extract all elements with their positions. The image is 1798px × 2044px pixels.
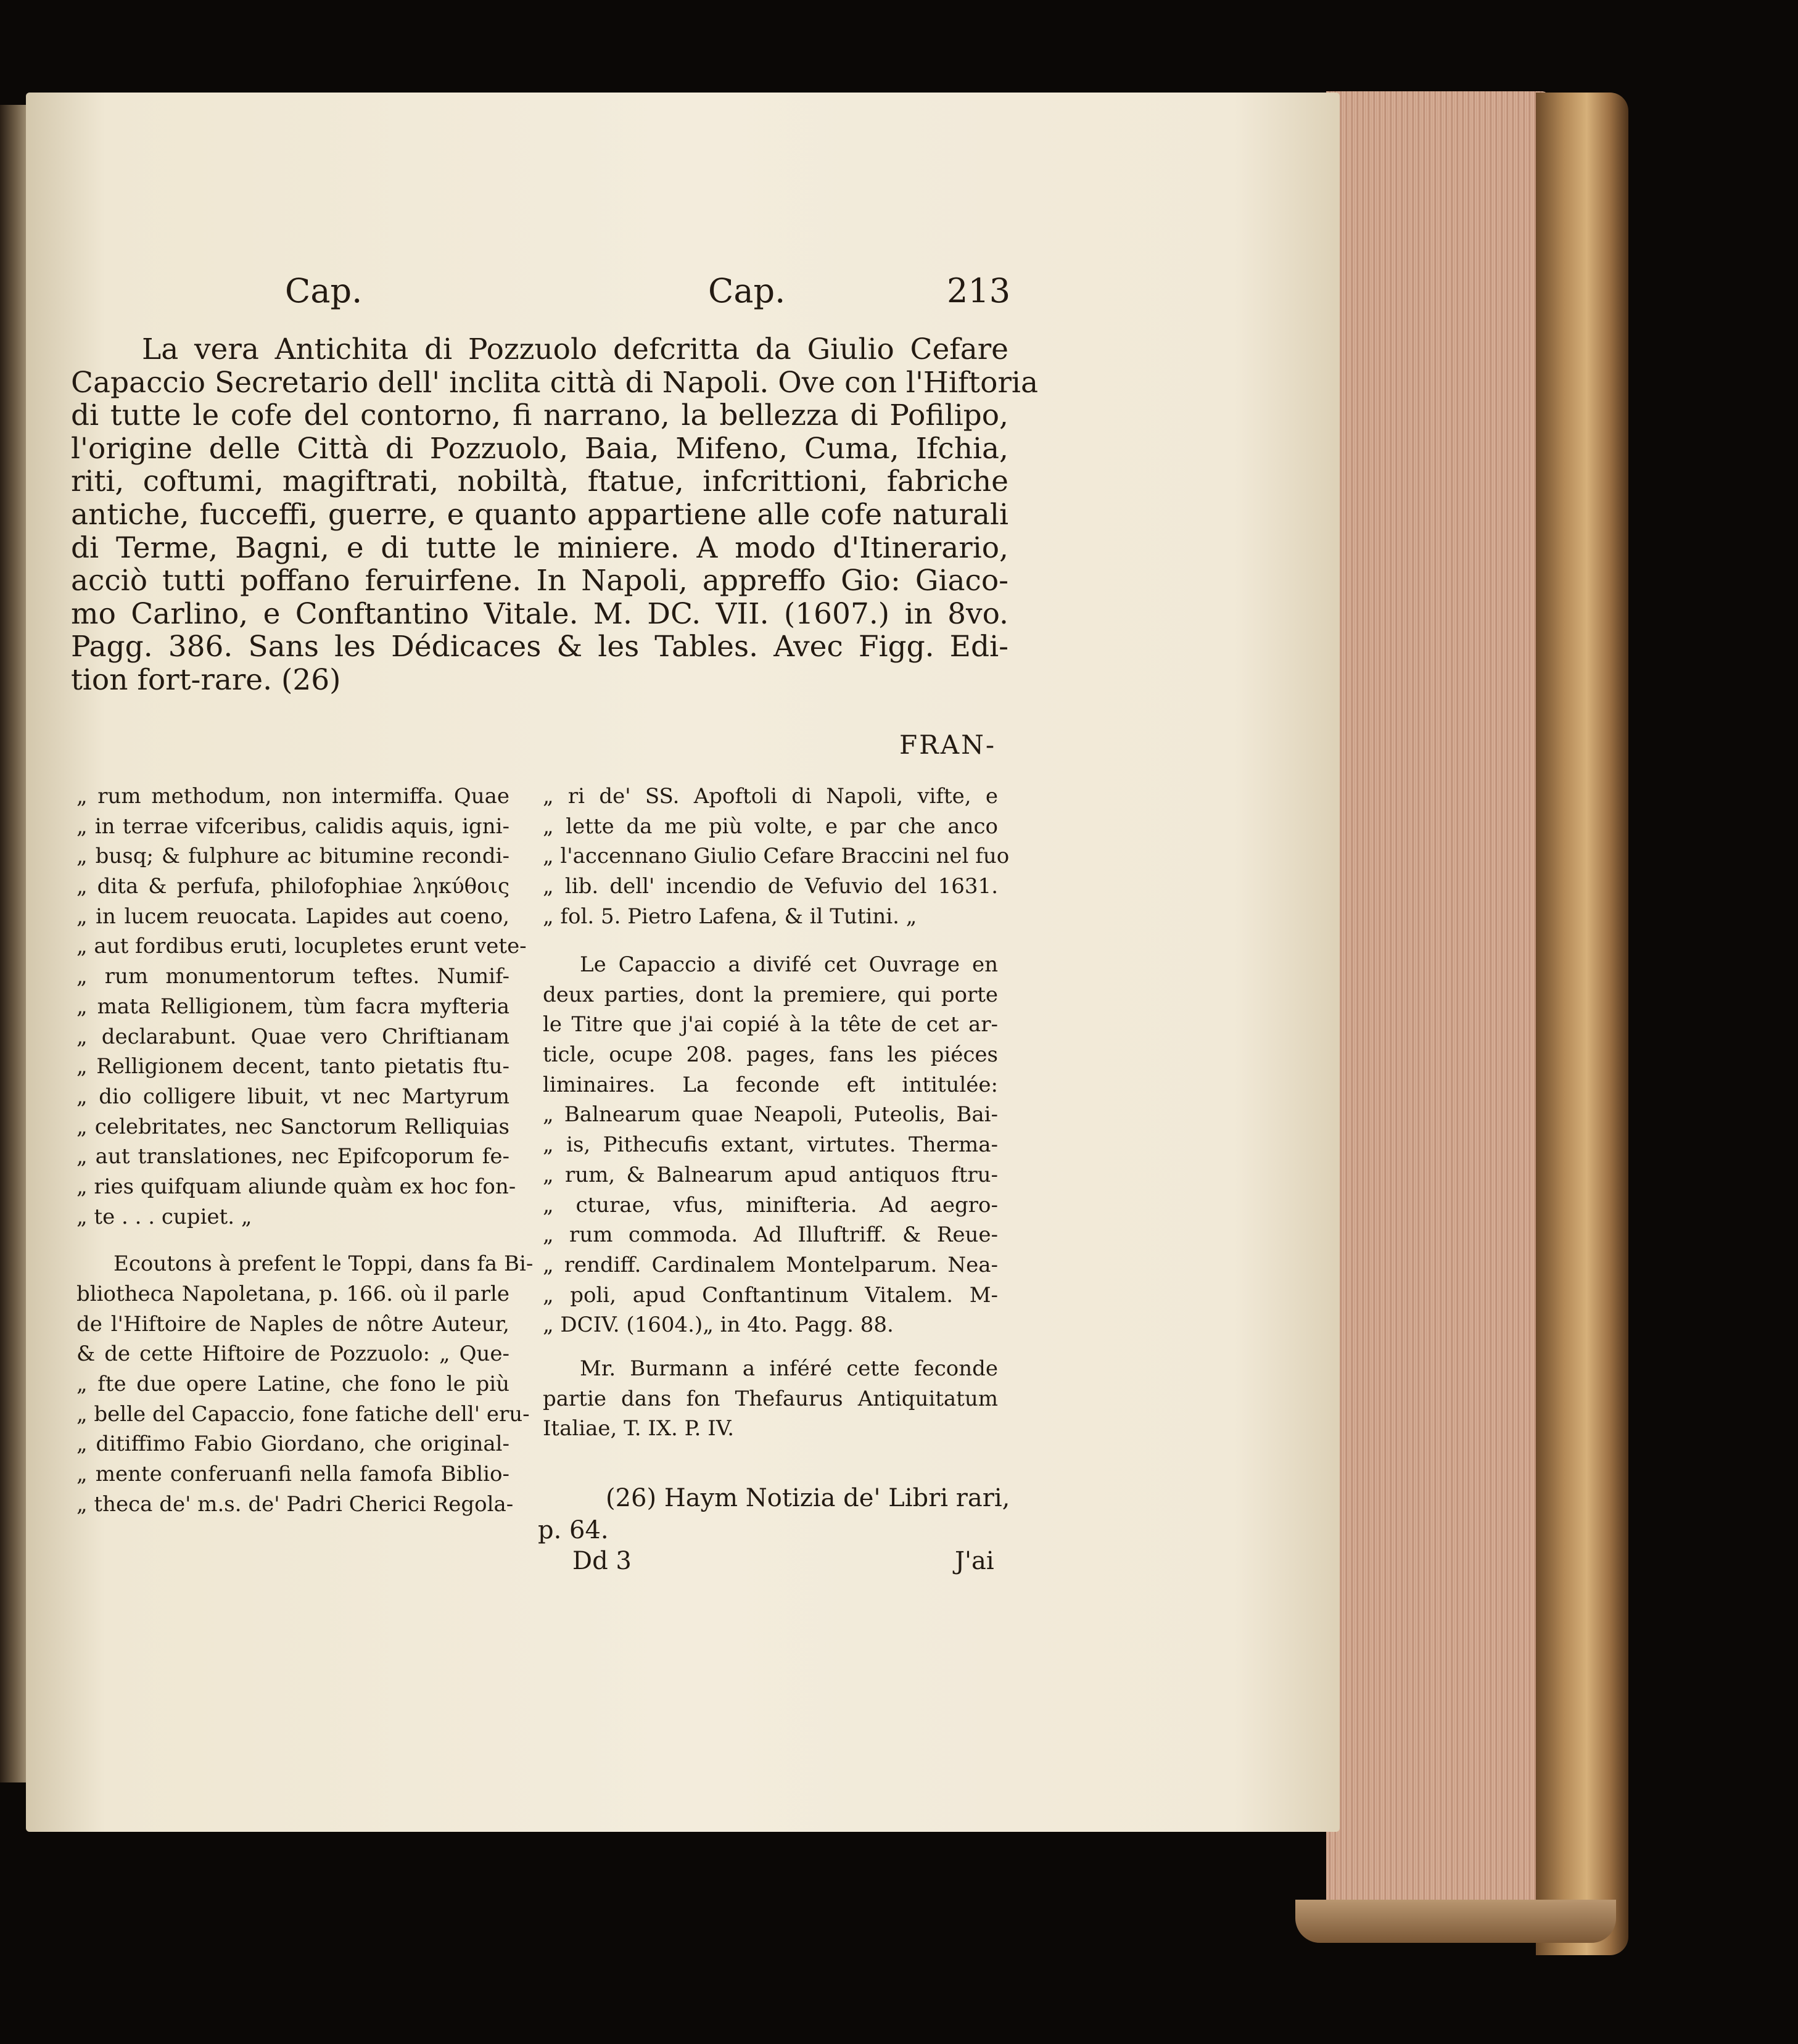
paragraph-line: le Titre que j'ai copié à la tête de cet ar- bbox=[543, 1012, 998, 1037]
quote-line: „ rum methodum, non intermiffa. Quae bbox=[76, 784, 509, 809]
quote-line: „ l'accennano Giulio Cefare Braccini nel fuo bbox=[543, 844, 1010, 869]
bibliographic-entry bbox=[71, 332, 1038, 697]
paragraph-line: „ fte due opere Latine, che fono le più bbox=[76, 1372, 509, 1397]
entry-line: l'origine delle Città di Pozzuolo, Baia, Mifeno, Cuma, Ifchia, bbox=[71, 431, 1008, 466]
left-column bbox=[76, 781, 534, 1520]
leather-cover bbox=[1536, 93, 1628, 1955]
entry-line: antiche, fucceffi, guerre, e quanto appartiene alle cofe naturali bbox=[71, 497, 1008, 532]
catchword-top: FRAN- bbox=[899, 730, 997, 760]
paragraph-line: deux parties, dont la premiere, qui porte bbox=[543, 982, 998, 1007]
entry-line: acciò tutti poffano feruirfene. In Napoli, appreffo Gio: Giaco- bbox=[71, 564, 1008, 598]
cover-bottom-edge bbox=[1295, 1900, 1616, 1943]
quote-line: „ ries quifquam aliunde quàm ex hoc fon- bbox=[76, 1174, 516, 1199]
entry-line: di tutte le cofe del contorno, fi narrano, la bellezza di Pofilipo, bbox=[71, 398, 1008, 433]
footnote-line: p. 64. bbox=[538, 1516, 609, 1544]
paragraph-line: Ecoutons à prefent le Toppi, dans fa Bi- bbox=[113, 1251, 534, 1277]
paragraph-line: „ rum, & Balnearum apud antiquos ftru- bbox=[543, 1162, 998, 1187]
entry-line: Pagg. 386. Sans les Dédicaces & les Tables. Avec Figg. Edi- bbox=[71, 630, 1008, 664]
quote-line: „ dio colligere libuit, vt nec Martyrum bbox=[76, 1084, 509, 1109]
paragraph-line: liminaires. La feconde eft intitulée: bbox=[543, 1072, 998, 1097]
right-column-quote bbox=[543, 781, 1010, 931]
running-head-center: Cap. bbox=[708, 271, 786, 310]
paragraph-line: „ rendiff. Cardinalem Montelparum. Nea- bbox=[543, 1252, 998, 1277]
paragraph-line: Mr. Burmann a inféré cette feconde bbox=[580, 1356, 998, 1381]
paragraph-line: „ ditiffimo Fabio Giordano, che original- bbox=[76, 1432, 509, 1457]
footnote bbox=[538, 1482, 1010, 1546]
paragraph-line: bliotheca Napoletana, p. 166. où il parle bbox=[76, 1282, 509, 1306]
running-head-left: Cap. bbox=[285, 271, 363, 310]
quote-line: „ in terrae vifceribus, calidis aquis, igni- bbox=[76, 814, 509, 839]
catchword-bottom: J'ai bbox=[955, 1547, 994, 1575]
quote-line: „ celebritates, nec Sanctorum Relliquias bbox=[76, 1114, 509, 1139]
signature-mark: Dd 3 bbox=[572, 1547, 632, 1575]
quote-line: „ rum monumentorum teftes. Numif- bbox=[76, 964, 509, 989]
quote-line: „ in lucem reuocata. Lapides aut coeno, bbox=[76, 904, 509, 929]
right-column-paragraph-2 bbox=[543, 1354, 998, 1444]
footnote-line: (26) Haym Notizia de' Libri rari, bbox=[606, 1484, 1010, 1512]
paragraph-line: & de cette Hiftoire de Pozzuolo: „ Que- bbox=[76, 1341, 509, 1367]
right-column-paragraph-1 bbox=[543, 950, 998, 1340]
quote-line: „ busq; & fulphure ac bitumine recondi- bbox=[76, 844, 509, 869]
paragraph-line: „ poli, apud Conftantinum Vitalem. M- bbox=[543, 1282, 998, 1308]
page-number: 213 bbox=[947, 271, 1011, 310]
quote-line: „ aut translationes, nec Epifcoporum fe- bbox=[76, 1144, 509, 1169]
paragraph-line: „ DCIV. (1604.)„ in 4to. Pagg. 88. bbox=[543, 1313, 894, 1338]
page-block-fore-edge bbox=[1326, 91, 1548, 1911]
quote-line: „ ri de' SS. Apoftoli di Napoli, vifte, e bbox=[543, 784, 998, 809]
paragraph-line: Le Capaccio a divifé cet Ouvrage en bbox=[580, 952, 998, 977]
paragraph-line: „ cturae, vfus, minifteria. Ad aegro- bbox=[543, 1192, 998, 1218]
paragraph-gap bbox=[76, 1232, 509, 1249]
entry-line: riti, coftumi, magiftrati, nobiltà, ftatue, infcrittioni, fabriche bbox=[71, 464, 1008, 499]
entry-line: mo Carlino, e Conftantino Vitale. M. DC. VII. (1607.) in 8vo. bbox=[71, 596, 1008, 631]
quote-line: „ mata Relligionem, tùm facra myfteria bbox=[76, 994, 509, 1019]
paragraph-line: Italiae, T. IX. P. IV. bbox=[543, 1416, 735, 1441]
paragraph-line: „ is, Pithecufis extant, virtutes. Therma- bbox=[543, 1132, 998, 1158]
paragraph-line: „ mente conferuanfi nella famofa Biblio- bbox=[76, 1462, 509, 1487]
paragraph-line: de l'Hiftoire de Naples de nôtre Auteur, bbox=[76, 1311, 509, 1337]
paragraph-line: partie dans fon Thefaurus Antiquitatum bbox=[543, 1386, 998, 1411]
paragraph-line: „ rum commoda. Ad Illuftriff. & Reue- bbox=[543, 1222, 998, 1248]
paragraph-line: „ theca de' m.s. de' Padri Cherici Regola- bbox=[76, 1491, 514, 1517]
quote-line: „ aut fordibus eruti, locupletes erunt vete- bbox=[76, 934, 527, 959]
quote-line: „ fol. 5. Pietro Lafena, & il Tutini. „ bbox=[543, 904, 917, 929]
quote-line: „ te . . . cupiet. „ bbox=[76, 1204, 252, 1229]
quote-line: „ lib. dell' incendio de Vefuvio del 1631. bbox=[543, 874, 998, 899]
quote-line: „ dita & perfufa, philofophiae ληκύθοις bbox=[76, 874, 509, 899]
quote-line: „ Relligionem decent, tanto pietatis ftu- bbox=[76, 1054, 509, 1079]
quote-line: „ declarabunt. Quae vero Chriftianam bbox=[76, 1024, 509, 1049]
paragraph-line: „ Balnearum quae Neapoli, Puteolis, Bai- bbox=[543, 1102, 998, 1127]
entry-line: Capaccio Secretario dell' inclita città di Napoli. Ove con l'Hiftoria bbox=[71, 365, 1038, 400]
paragraph-line: ticle, ocupe 208. pages, fans les piéces bbox=[543, 1042, 998, 1068]
entry-line: di Terme, Bagni, e di tutte le miniere. A modo d'Itinerario, bbox=[71, 530, 1008, 565]
entry-line: tion fort-rare. (26) bbox=[71, 662, 341, 697]
paragraph-line: „ belle del Capaccio, fone fatiche dell' eru- bbox=[76, 1401, 530, 1427]
quote-line: „ lette da me più volte, e par che anco bbox=[543, 814, 998, 839]
entry-line: La vera Antichita di Pozzuolo defcritta da Giulio Cefare bbox=[142, 332, 1008, 366]
